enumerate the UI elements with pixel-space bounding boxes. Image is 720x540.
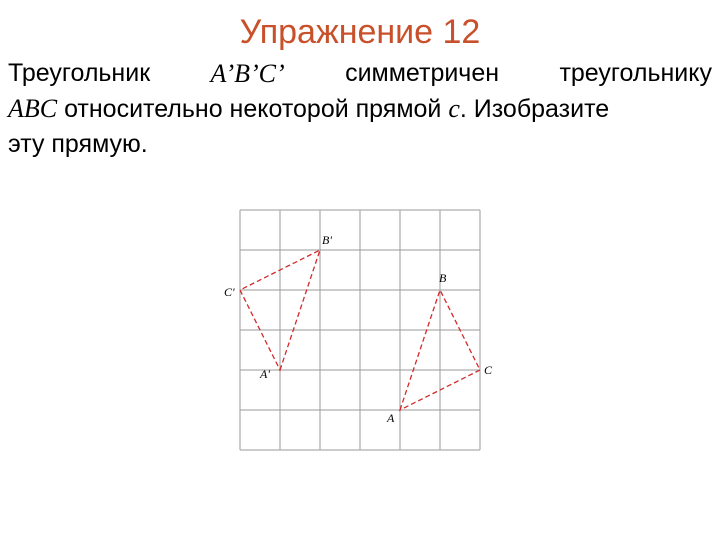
vertex-label-b1: B' [322,233,332,247]
grid-lines [240,210,480,450]
vertex-label-b: B [439,271,447,285]
vertex-label-a: A [387,411,395,425]
task-triangle-name: ABC [8,94,58,123]
task-word-to-triangle: треугольнику [559,59,712,87]
task-word-symmetric: симметричен [345,59,500,87]
task-text [8,56,712,162]
task-line-1 [8,56,712,91]
slide-title: Упражнение 12 [239,13,481,51]
vertex-label-c1: C' [224,285,235,299]
vertex-labels [224,233,493,425]
grid-figure [224,200,493,460]
vertex-label-a1: A' [260,367,270,381]
task-instruction: . Изобразите [459,95,610,123]
task-line-2 [8,91,712,127]
task-line-3: эту прямую. [8,130,148,158]
task-line-name: c [448,94,460,123]
task-word-triangle: Треугольник [8,59,151,87]
vertex-label-c: C [484,363,493,377]
task-relative-text: относительно некоторой прямой [64,95,442,123]
task-triangle-prime-name: A’B’C’ [210,59,285,88]
